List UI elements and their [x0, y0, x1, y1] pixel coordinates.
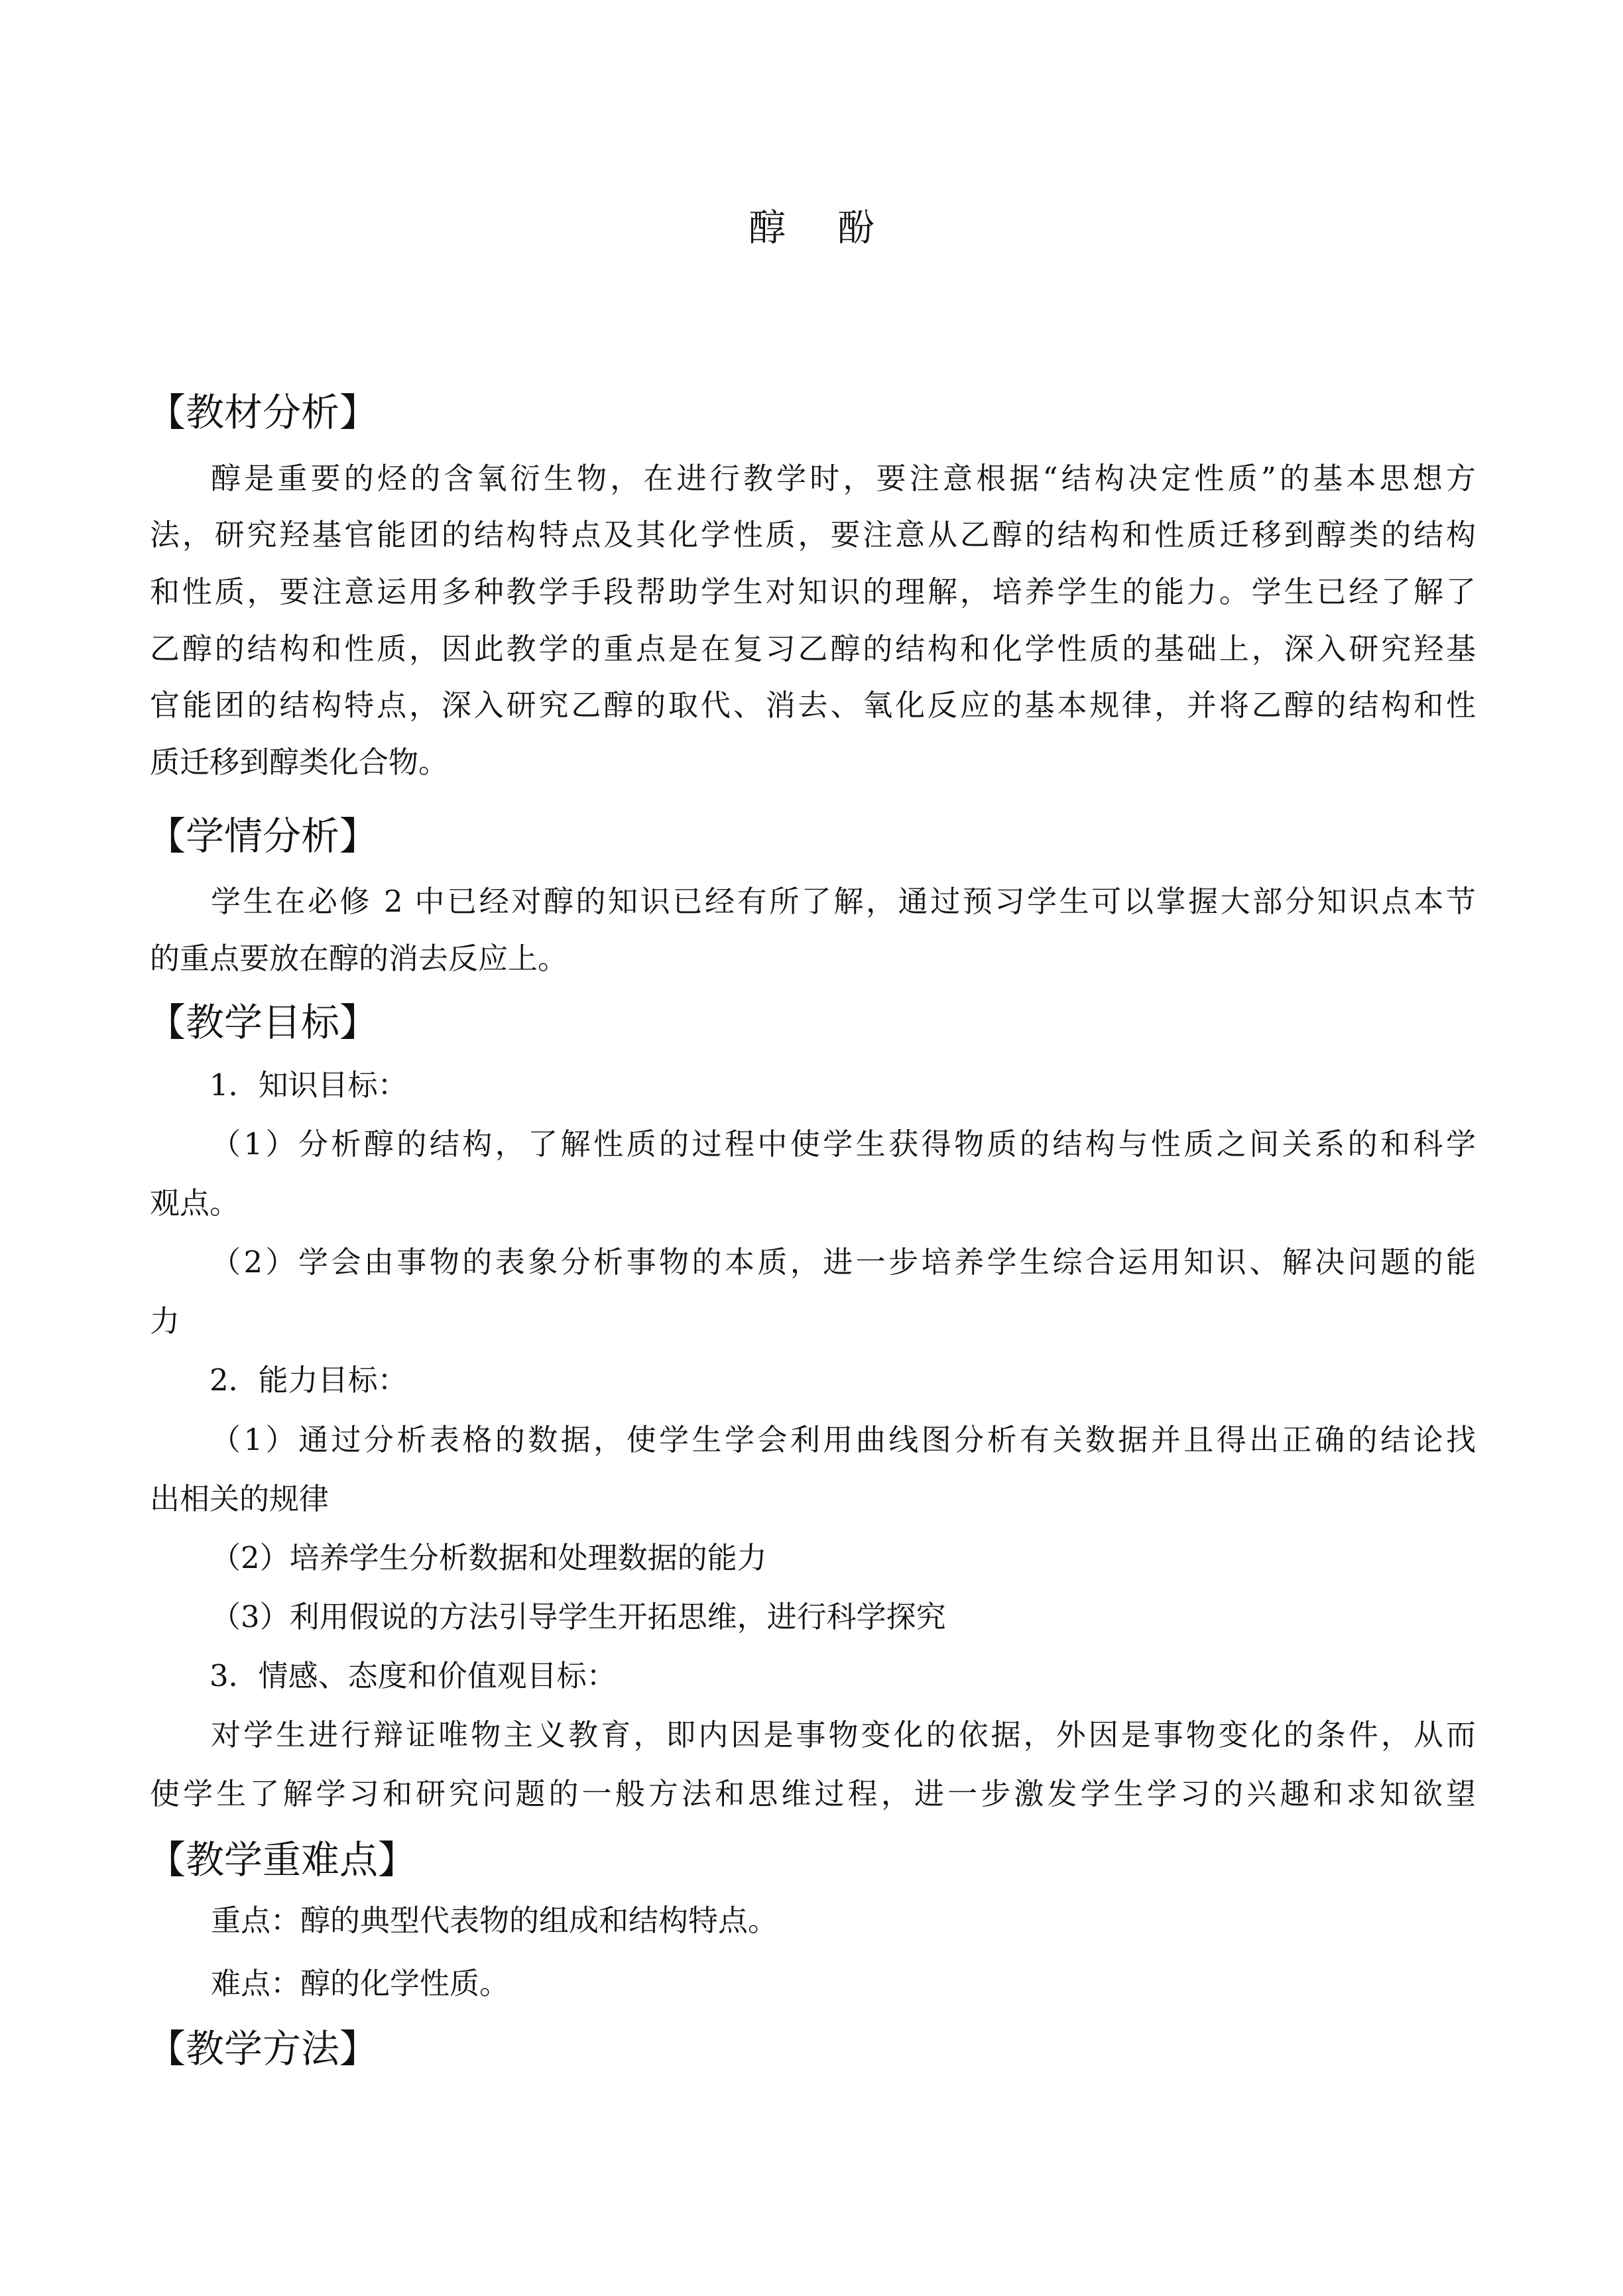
- knowledge-goal-2-line-2: 力: [150, 1303, 180, 1339]
- material-line-1: 醇是重要的烃的含氧衍生物，在进行教学时，要注意根据“结构决定性质”的基本思想方: [211, 461, 1476, 496]
- heading-student-analysis: 【学情分析】: [147, 814, 379, 859]
- knowledge-goal-label: 1．知识目标：: [210, 1067, 408, 1103]
- emotion-goal-line-2: 使学生了解学习和研究问题的一般方法和思维过程，进一步激发学生学习的兴趣和求知欲望: [150, 1776, 1476, 1811]
- ability-goal-3: （3）利用假说的方法引导学生开拓思维，进行科学探究: [211, 1599, 946, 1634]
- ability-goal-2: （2）培养学生分析数据和处理数据的能力: [211, 1540, 767, 1575]
- heading-teaching-methods: 【教学方法】: [147, 2026, 379, 2071]
- page-title: 醇 酚: [749, 207, 894, 250]
- knowledge-goal-2-line-1: （2）学会由事物的表象分析事物的本质，进一步培养学生综合运用知识、解决问题的能: [211, 1244, 1476, 1280]
- material-line-4: 乙醇的结构和性质，因此教学的重点是在复习乙醇的结构和化学性质的基础上，深入研究羟基: [150, 631, 1476, 666]
- material-line-6: 质迁移到醇类化合物。: [150, 745, 449, 780]
- ability-goal-label: 2．能力目标：: [210, 1362, 408, 1398]
- ability-goal-1-line-1: （1）通过分析表格的数据，使学生学会利用曲线图分析有关数据并且得出正确的结论找: [211, 1422, 1476, 1457]
- ability-goal-1-line-2: 出相关的规律: [150, 1481, 330, 1516]
- heading-teaching-goals: 【教学目标】: [147, 1000, 379, 1045]
- heading-material-analysis: 【教材分析】: [147, 390, 379, 435]
- heading-key-difficult-points: 【教学重难点】: [147, 1837, 417, 1882]
- material-line-5: 官能团的结构特点，深入研究乙醇的取代、消去、氧化反应的基本规律，并将乙醇的结构和性: [150, 688, 1476, 723]
- material-line-2: 法，研究羟基官能团的结构特点及其化学性质，要注意从乙醇的结构和性质迁移到醇类的结构: [150, 517, 1476, 552]
- students-line-1: 学生在必修 2 中已经对醇的知识已经有所了解，通过预习学生可以掌握大部分知识点本节: [211, 884, 1476, 919]
- key-point: 重点：醇的典型代表物的组成和结构特点。: [211, 1903, 778, 1938]
- students-line-2: 的重点要放在醇的消去反应上。: [150, 941, 568, 976]
- material-line-3: 和性质，要注意运用多种教学手段帮助学生对知识的理解，培养学生的能力。学生已经了解了: [150, 574, 1476, 609]
- knowledge-goal-1-line-2: 观点。: [150, 1185, 240, 1221]
- emotion-goal-label: 3．情感、态度和价值观目标：: [210, 1658, 617, 1693]
- knowledge-goal-1-line-1: （1）分析醇的结构，了解性质的过程中使学生获得物质的结构与性质之间关系的和科学: [211, 1126, 1476, 1162]
- emotion-goal-line-1: 对学生进行辩证唯物主义教育，即内因是事物变化的依据，外因是事物变化的条件，从而: [211, 1717, 1476, 1752]
- difficult-point: 难点：醇的化学性质。: [211, 1966, 510, 2001]
